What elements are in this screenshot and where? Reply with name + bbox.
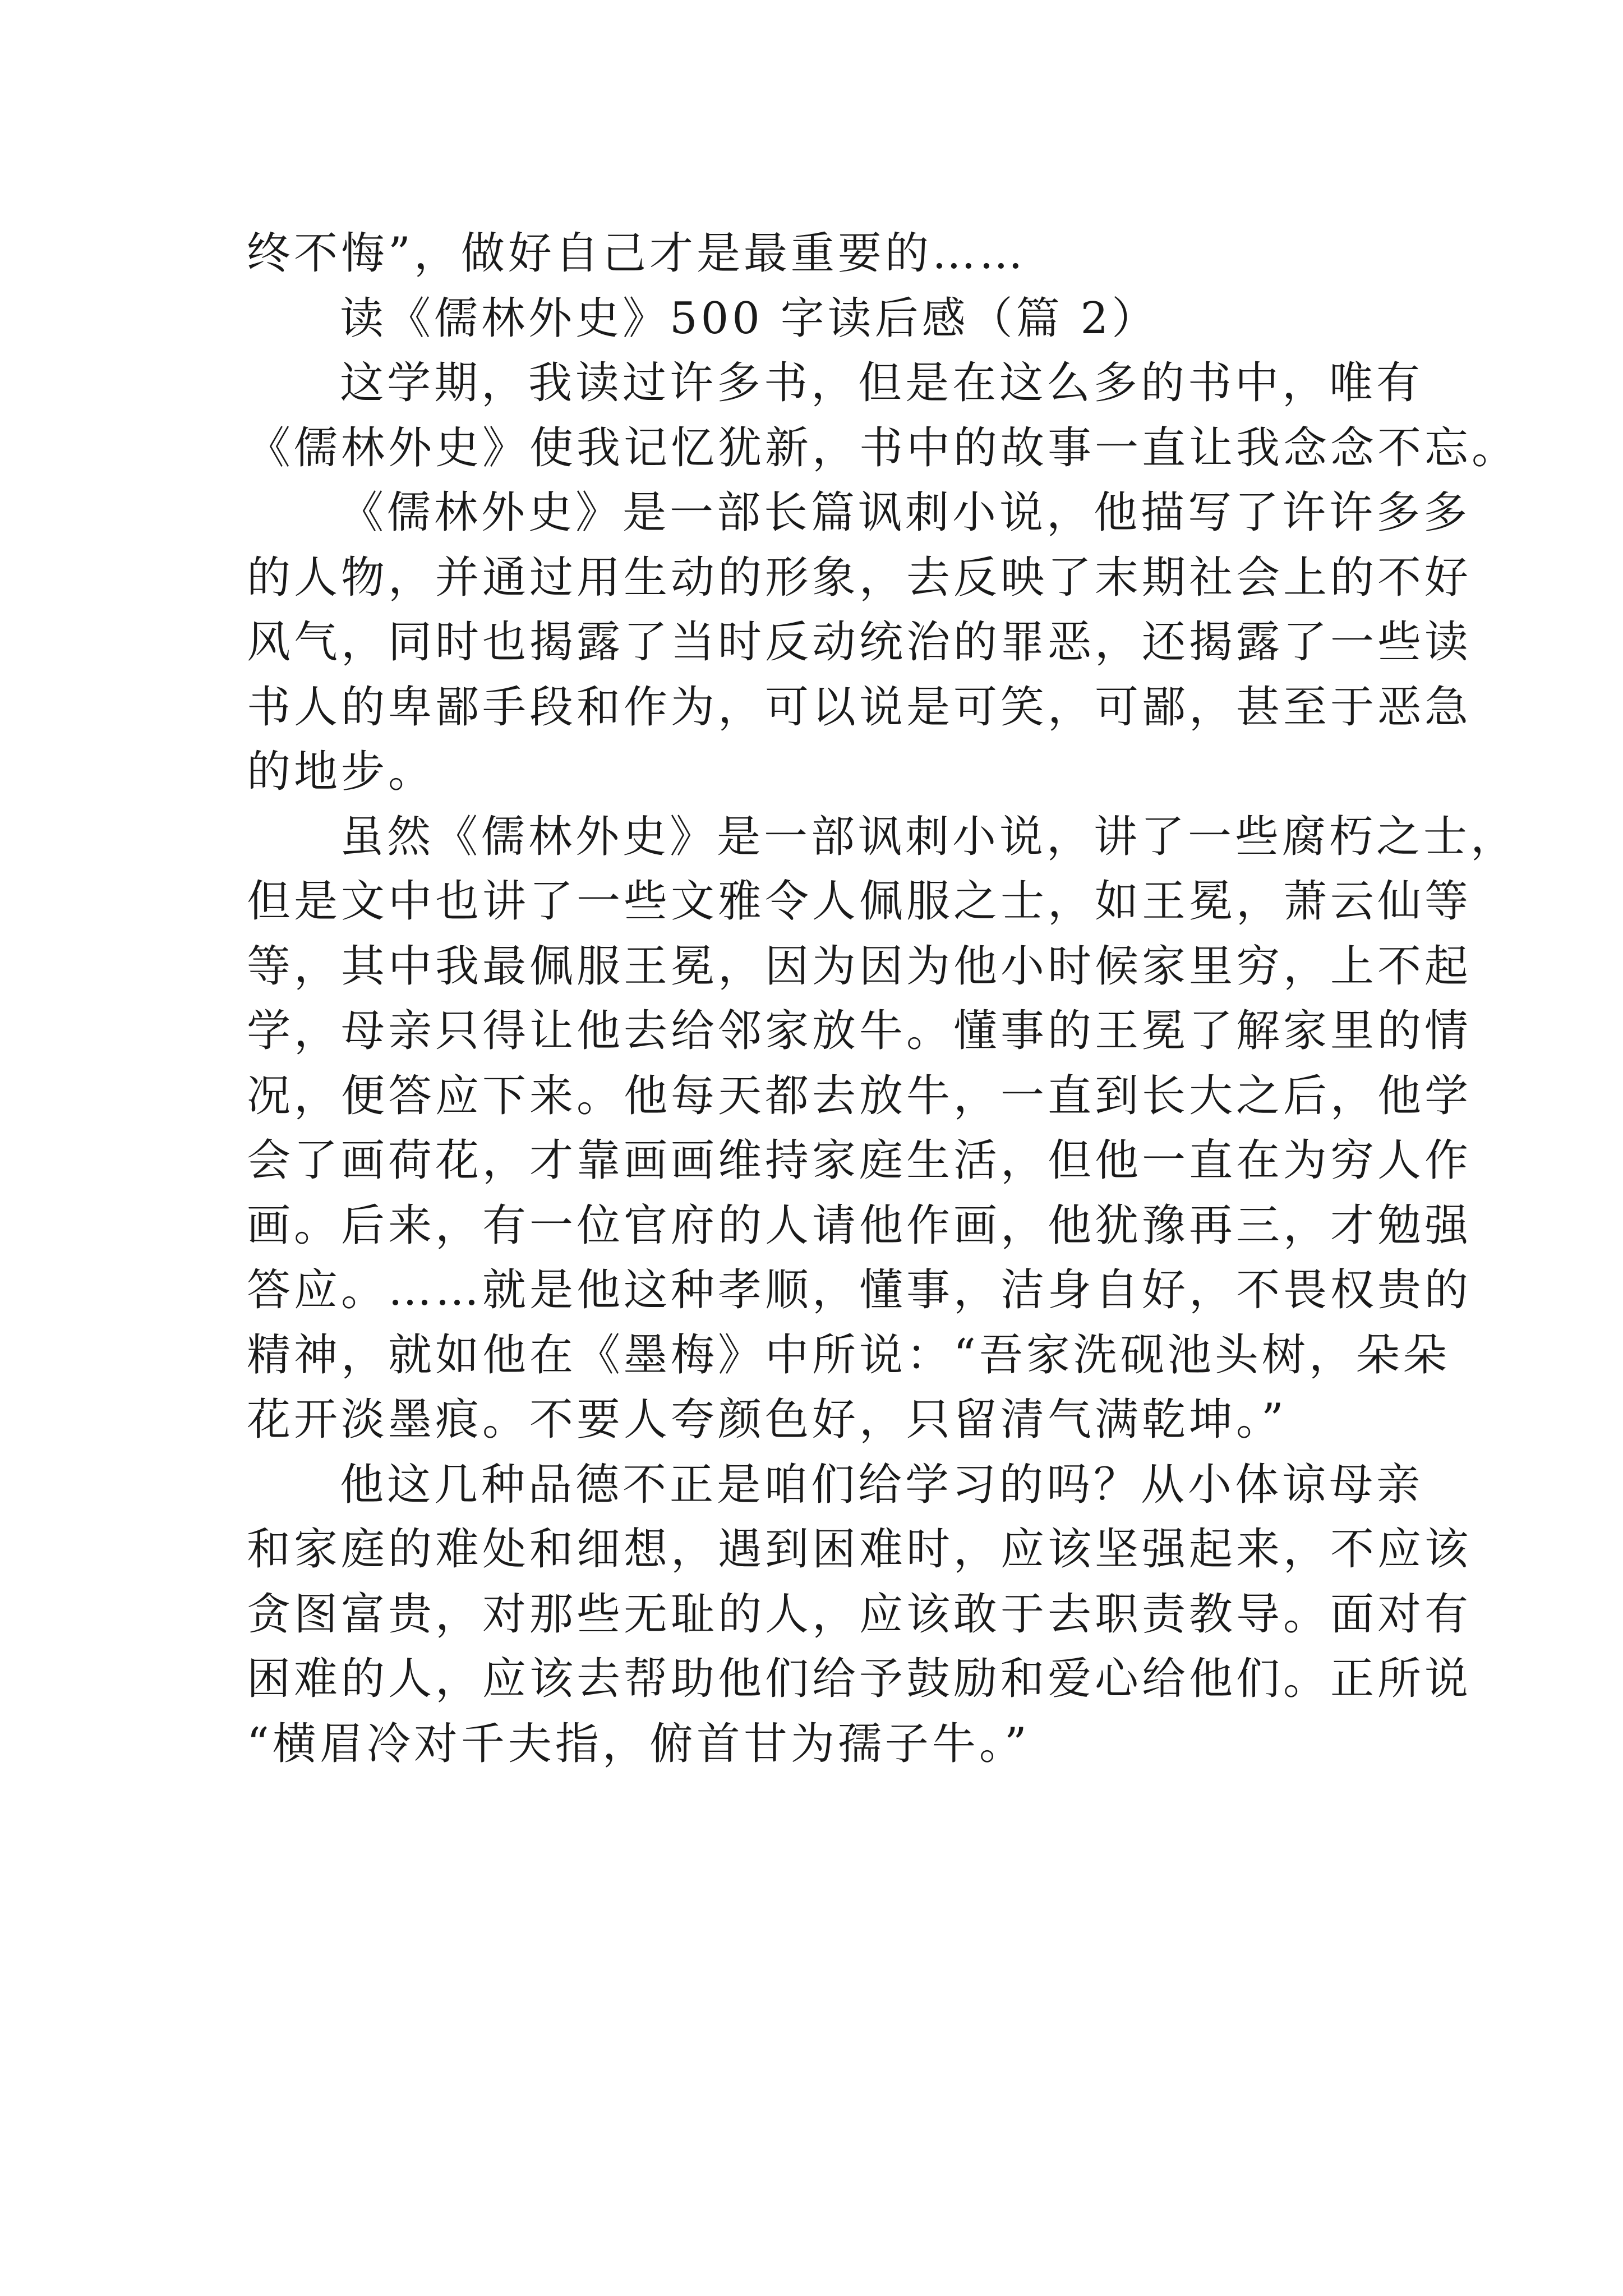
text-line: 他这几种品德不正是咱们给学习的吗？从小体谅母亲 bbox=[340, 1459, 1424, 1510]
text-line: 况，便答应下来。他每天都去放牛，一直到长大之后，他学 bbox=[247, 1070, 1472, 1121]
text-line: 花开淡墨痕。不要人夸颜色好，只留清气满乾坤。” bbox=[247, 1395, 1287, 1445]
text-line: 的人物，并通过用生动的形象，去反映了末期社会上的不好 bbox=[247, 552, 1472, 603]
text-line: 会了画荷花，才靠画画维持家庭生活，但他一直在为穷人作 bbox=[247, 1135, 1472, 1186]
essay-title: 读《儒林外史》500 字读后感（篇 2） bbox=[340, 293, 1159, 344]
text-line: 等，其中我最佩服王冕，因为因为他小时候家里穷，上不起 bbox=[247, 941, 1472, 992]
text-line: 和家庭的难处和细想，遇到困难时，应该坚强起来，不应该 bbox=[247, 1524, 1472, 1575]
text-line: 画。后来，有一位官府的人请他作画，他犹豫再三，才勉强 bbox=[247, 1200, 1472, 1251]
text-line: 贪图富贵，对那些无耻的人，应该敢于去职责教导。面对有 bbox=[247, 1589, 1472, 1640]
text-line: 但是文中也讲了一些文雅令人佩服之士，如王冕，萧云仙等 bbox=[247, 876, 1472, 927]
text-line: 终不悔”，做好自己才是最重要的…… bbox=[247, 228, 1026, 279]
document-body bbox=[247, 222, 1519, 1777]
text-line: 风气，同时也揭露了当时反动统治的罪恶，还揭露了一些读 bbox=[247, 617, 1472, 668]
text-line: 困难的人，应该去帮助他们给予鼓励和爱心给他们。正所说 bbox=[247, 1654, 1472, 1704]
text-line: 《儒林外史》是一部长篇讽刺小说，他描写了许许多多 bbox=[340, 487, 1471, 538]
text-line: 书人的卑鄙手段和作为，可以说是可笑，可鄙，甚至于恶急 bbox=[247, 682, 1472, 733]
text-line: 精神，就如他在《墨梅》中所说：“吾家洗砚池头树，朵朵 bbox=[247, 1329, 1450, 1381]
text-line: 虽然《儒林外史》是一部讽刺小说，讲了一些腐朽之士， bbox=[340, 811, 1518, 862]
text-line: 学，母亲只得让他去给邻家放牛。懂事的王冕了解家里的情 bbox=[247, 1006, 1472, 1056]
text-line: 《儒林外史》使我记忆犹新，书中的故事一直让我念念不忘。 bbox=[247, 422, 1519, 473]
text-line: 答应。……就是他这种孝顺，懂事，洁身自好，不畏权贵的 bbox=[247, 1265, 1472, 1315]
text-line: 的地步。 bbox=[247, 747, 436, 797]
text-line: “横眉冷对千夫指，俯首甘为孺子牛。” bbox=[247, 1718, 1030, 1769]
text-line: 这学期，我读过许多书，但是在这么多的书中，唯有 bbox=[340, 358, 1424, 408]
